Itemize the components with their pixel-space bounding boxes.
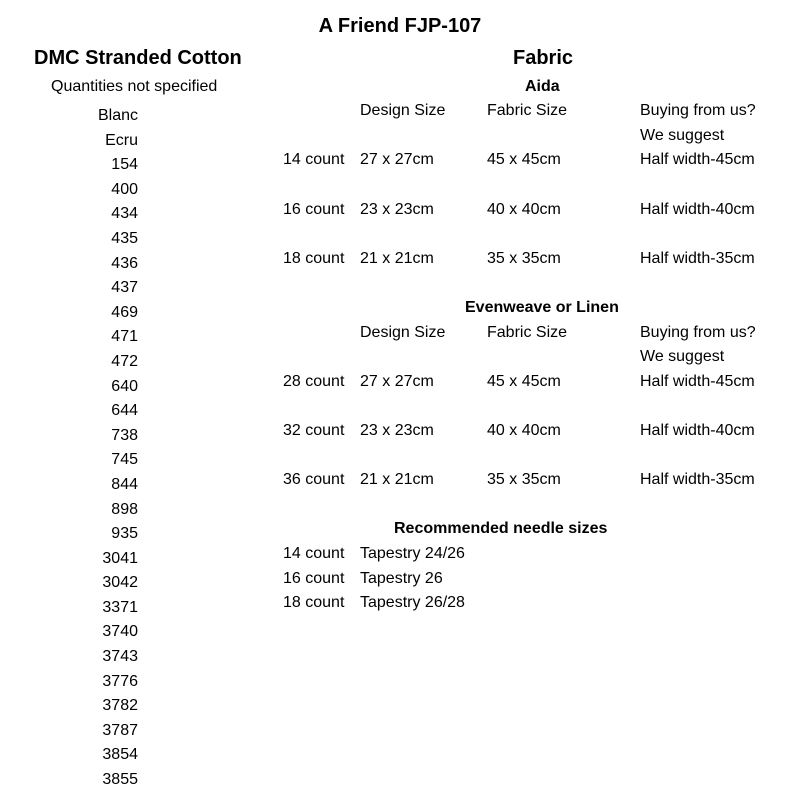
thread-item: 844	[111, 475, 138, 493]
aida-row-count: 16 count	[283, 201, 345, 218]
evenweave-row-suggest: Half width-35cm	[640, 471, 755, 488]
evenweave-col-suggest: We suggest	[640, 348, 725, 365]
evenweave-col-design: Design Size	[360, 324, 446, 341]
thread-item: 3782	[102, 697, 138, 715]
evenweave-row-fabric: 45 x 45cm	[487, 373, 561, 390]
thread-item: 3855	[102, 771, 138, 789]
aida-row-count: 14 count	[283, 151, 345, 168]
aida-row-fabric: 45 x 45cm	[487, 151, 561, 168]
evenweave-row-suggest: Half width-40cm	[640, 422, 755, 439]
quantities-note: Quantities not specified	[51, 78, 218, 95]
thread-item: Blanc	[97, 107, 138, 124]
aida-row-suggest: Half width-35cm	[640, 250, 755, 267]
aida-heading: Aida	[525, 78, 560, 95]
aida-row-fabric: 40 x 40cm	[487, 201, 561, 218]
thread-item: 3854	[102, 746, 138, 764]
thread-item: 437	[111, 279, 138, 297]
thread-list	[60, 104, 138, 793]
thread-item: 471	[111, 328, 138, 346]
evenweave-heading: Evenweave or Linen	[465, 299, 619, 316]
evenweave-row-fabric: 40 x 40cm	[487, 422, 561, 439]
evenweave-row-count: 32 count	[283, 422, 345, 439]
thread-item: 469	[111, 303, 138, 321]
thread-item: 3371	[102, 598, 138, 616]
aida-row-suggest: Half width-45cm	[640, 151, 755, 168]
page-title: A Friend FJP-107	[318, 15, 482, 37]
needle-row-count: 18 count	[283, 594, 345, 611]
needle-row-count: 16 count	[283, 570, 345, 587]
thread-item: 935	[111, 525, 138, 543]
aida-row-design: 21 x 21cm	[360, 250, 434, 267]
thread-item: 434	[111, 205, 138, 223]
aida-col-fabric: Fabric Size	[487, 102, 568, 119]
thread-item: 644	[111, 402, 138, 420]
thread-item: 738	[111, 426, 138, 444]
fabric-heading: Fabric	[513, 47, 574, 69]
thread-item: 3743	[102, 648, 138, 666]
thread-item: 436	[111, 254, 138, 272]
evenweave-row-count: 36 count	[283, 471, 345, 488]
evenweave-row-fabric: 35 x 35cm	[487, 471, 561, 488]
thread-item: Ecru	[105, 131, 138, 149]
aida-row-design: 23 x 23cm	[360, 201, 434, 218]
thread-item: 3787	[102, 721, 138, 739]
evenweave-row-design: 27 x 27cm	[360, 373, 434, 390]
thread-item: 3776	[102, 672, 138, 690]
thread-item: 640	[111, 377, 138, 395]
aida-row-count: 18 count	[283, 250, 345, 267]
needle-row-size: Tapestry 26/28	[360, 594, 465, 611]
aida-row-suggest: Half width-40cm	[640, 201, 755, 218]
needle-row-count: 14 count	[283, 545, 345, 562]
needle-row-size: Tapestry 24/26	[360, 545, 465, 562]
thread-item: 435	[111, 229, 138, 247]
evenweave-row-design: 21 x 21cm	[360, 471, 434, 488]
aida-row-fabric: 35 x 35cm	[487, 250, 561, 267]
evenweave-row-design: 23 x 23cm	[360, 422, 434, 439]
aida-col-buy: Buying from us?	[640, 102, 756, 119]
needles-heading: Recommended needle sizes	[394, 520, 608, 537]
thread-item: 3042	[102, 574, 138, 592]
thread-item: 745	[111, 451, 138, 469]
thread-item: 3740	[102, 623, 138, 641]
aida-row-design: 27 x 27cm	[360, 151, 434, 168]
thread-item: 154	[111, 156, 138, 174]
thread-item: 400	[111, 180, 138, 198]
thread-heading: DMC Stranded Cotton	[34, 47, 242, 69]
needle-row-size: Tapestry 26	[360, 570, 443, 587]
aida-col-suggest: We suggest	[640, 127, 725, 144]
evenweave-row-suggest: Half width-45cm	[640, 373, 755, 390]
thread-item: 3041	[102, 549, 138, 567]
evenweave-col-buy: Buying from us?	[640, 324, 756, 341]
aida-col-design: Design Size	[360, 102, 446, 119]
evenweave-row-count: 28 count	[283, 373, 345, 390]
thread-item: 898	[111, 500, 138, 518]
evenweave-col-fabric: Fabric Size	[487, 324, 568, 341]
thread-item: 472	[111, 352, 138, 370]
